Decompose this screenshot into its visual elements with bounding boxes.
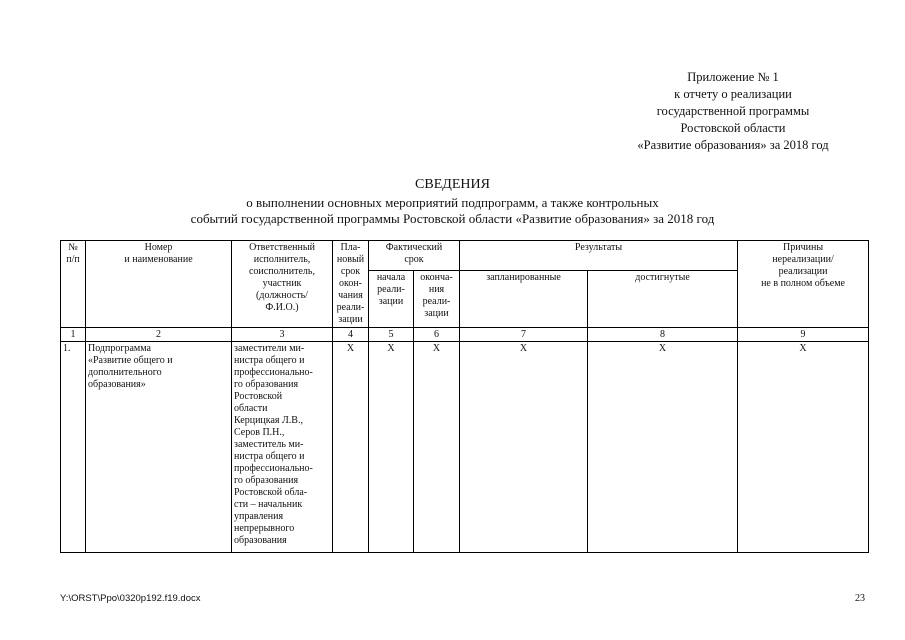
- column-number: 8: [588, 328, 738, 342]
- row-results-planned: Х: [460, 342, 588, 553]
- column-number: 7: [460, 328, 588, 342]
- row-results-achieved: Х: [588, 342, 738, 553]
- header-num: № п/п: [61, 241, 86, 328]
- header-responsible: Ответственный исполнитель, соисполнитель, участник (должность/ Ф.И.О.): [232, 241, 333, 328]
- column-number: 6: [414, 328, 460, 342]
- header-results: Результаты: [460, 241, 738, 271]
- column-number-row: [61, 328, 869, 342]
- row-name: Подпрограмма «Развитие общего и дополнительного образования»: [86, 342, 232, 553]
- header-actual-term: Фактический срок: [369, 241, 460, 271]
- page-number: 23: [855, 593, 865, 604]
- column-number: 3: [232, 328, 333, 342]
- column-number: 2: [86, 328, 232, 342]
- header-name: Номер и наименование: [86, 241, 232, 328]
- document-subtitle-line-1: о выполнении основных мероприятий подпрограмм, а также контрольных: [246, 195, 659, 210]
- column-number: 1: [61, 328, 86, 342]
- column-number: 4: [333, 328, 369, 342]
- row-planned-term: Х: [333, 342, 369, 553]
- row-number: 1.: [61, 342, 86, 553]
- header-row-1: [61, 241, 869, 271]
- report-table: [60, 240, 869, 553]
- appendix-line-1: Приложение № 1: [687, 70, 779, 84]
- header-results-achieved: достигнутые: [588, 271, 738, 328]
- appendix-line-3: государственной программы: [656, 104, 810, 118]
- row-reasons: Х: [738, 342, 869, 553]
- row-actual-end: Х: [414, 342, 460, 553]
- header-actual-start: начала реали- зации: [369, 271, 414, 328]
- header-reasons: Причины нереализации/ реализации не в полном объеме: [738, 241, 869, 328]
- column-number: 5: [369, 328, 414, 342]
- document-subtitle-line-2: событий государственной программы Ростовской области «Развитие образования» за 2018 год: [190, 211, 715, 226]
- footer-file-path: Y:\ORST\Ppo\0320p192.f19.docx: [60, 593, 201, 604]
- column-number: 9: [738, 328, 869, 342]
- document-title: СВЕДЕНИЯ: [415, 177, 490, 192]
- appendix-line-5: «Развитие образования» за 2018 год: [637, 138, 829, 152]
- table-row: [61, 342, 869, 553]
- row-responsible: заместители ми- нистра общего и профессионально- го образования Ростовской области Керцицкая Л.В., Серов П.Н., заместитель ми- нистра общего и профессионально- го образования Ростовской обла- сти – начальник управления непрерывного образования: [232, 342, 333, 553]
- header-actual-end: оконча- ния реали- зации: [414, 271, 460, 328]
- appendix-block: [603, 69, 863, 154]
- appendix-line-4: Ростовской области: [680, 121, 786, 135]
- row-actual-start: Х: [369, 342, 414, 553]
- appendix-line-2: к отчету о реализации: [674, 87, 792, 101]
- header-results-planned: запланированные: [460, 271, 588, 328]
- header-planned-term: Пла- новый срок окон- чания реали- зации: [333, 241, 369, 328]
